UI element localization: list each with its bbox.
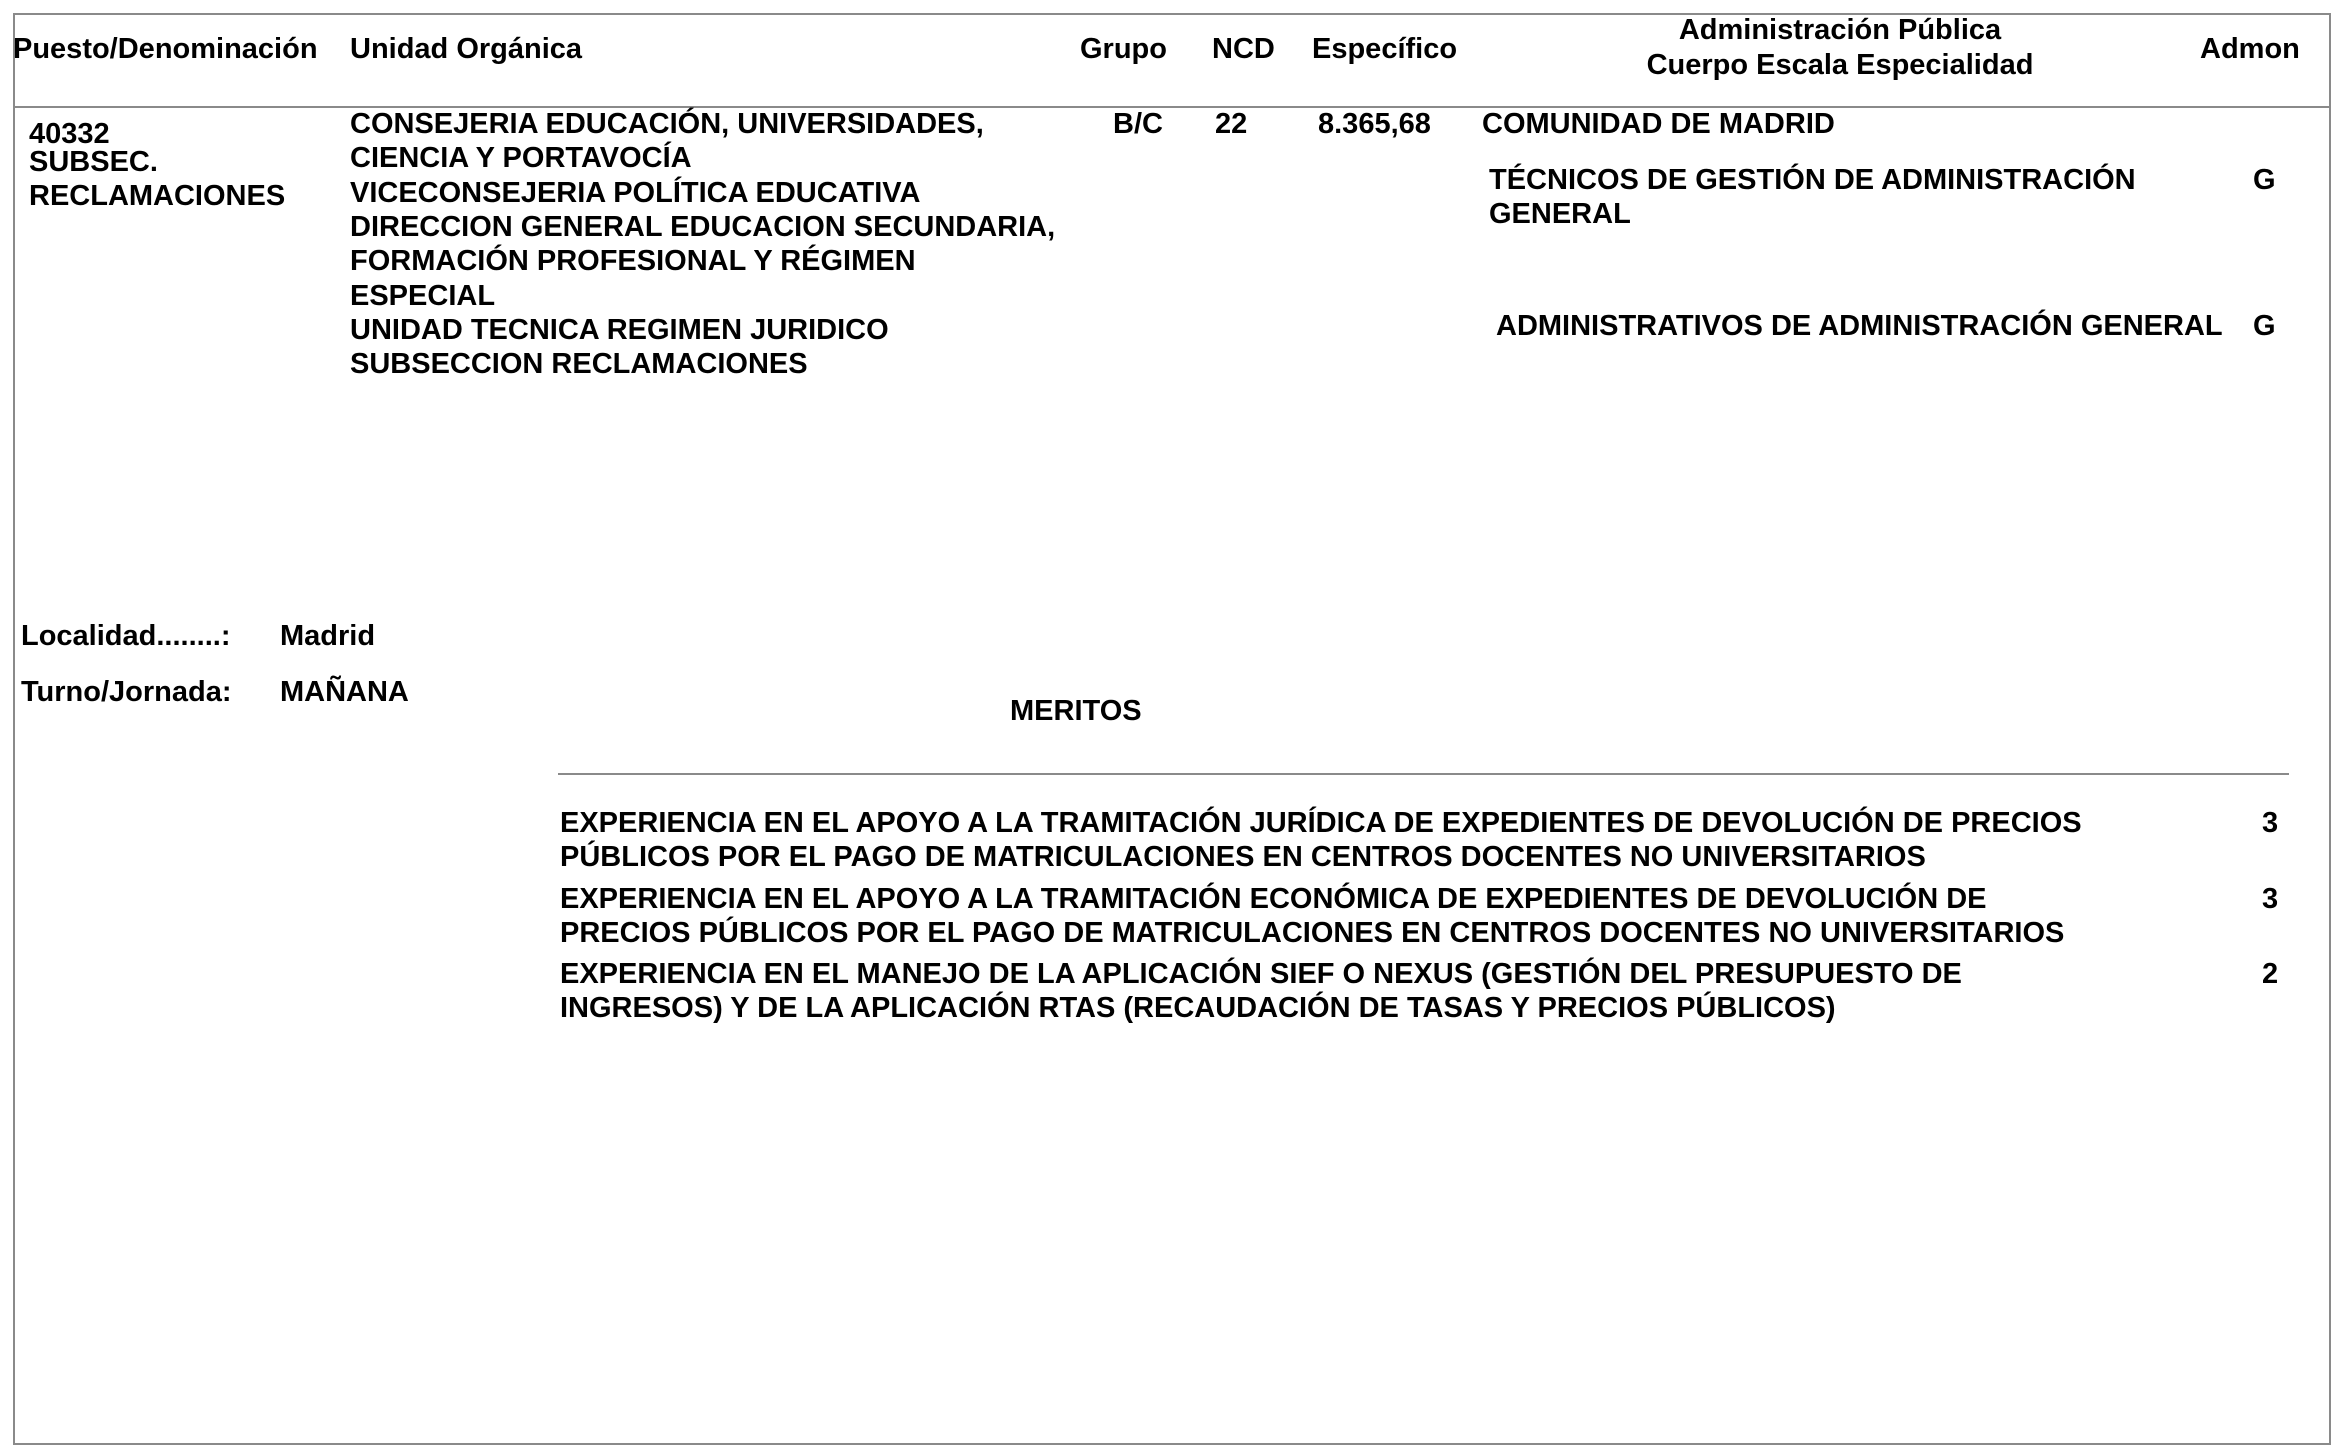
header-ncd: NCD: [1212, 33, 1275, 65]
unidad-line: FORMACIÓN PROFESIONAL Y RÉGIMEN: [350, 245, 916, 277]
administracion-value: COMUNIDAD DE MADRID: [1482, 108, 1835, 140]
puesto-denominacion-1: SUBSEC.: [29, 146, 158, 178]
localidad-value: Madrid: [280, 620, 376, 652]
merito-line: INGRESOS) Y DE LA APLICACIÓN RTAS (RECAUDACIÓN DE TASAS Y PRECIOS PÚBLICOS): [560, 992, 1836, 1024]
merito-points: 3: [2262, 807, 2279, 839]
merito-line: EXPERIENCIA EN EL APOYO A LA TRAMITACIÓN JURÍDICA DE EXPEDIENTES DE DEVOLUCIÓN DE PRECIOS: [560, 807, 2082, 839]
merito-line: EXPERIENCIA EN EL MANEJO DE LA APLICACIÓN SIEF O NEXUS (GESTIÓN DEL PRESUPUESTO DE: [560, 958, 1962, 990]
cuerpo-admon: G: [2253, 164, 2276, 196]
merito-points: 2: [2262, 958, 2279, 990]
cuerpo-admon: G: [2253, 310, 2276, 342]
header-puesto: Puesto/Denominación: [13, 33, 318, 65]
header-unidad: Unidad Orgánica: [350, 33, 583, 65]
unidad-line: UNIDAD TECNICA REGIMEN JURIDICO: [350, 314, 889, 346]
turno-label: Turno/Jornada:: [21, 676, 232, 708]
unidad-line: ESPECIAL: [350, 280, 496, 312]
merito-line: EXPERIENCIA EN EL APOYO A LA TRAMITACIÓN ECONÓMICA DE EXPEDIENTES DE DEVOLUCIÓN DE: [560, 883, 1987, 915]
grupo-value: B/C: [1113, 108, 1163, 140]
unidad-line: DIRECCION GENERAL EDUCACION SECUNDARIA,: [350, 211, 1056, 243]
cuerpo-line: TÉCNICOS DE GESTIÓN DE ADMINISTRACIÓN: [1489, 164, 2136, 196]
unidad-line: CIENCIA Y PORTAVOCÍA: [350, 142, 692, 174]
puesto-codigo: 40332: [29, 118, 110, 150]
ncd-value: 22: [1215, 108, 1248, 140]
merito-points: 3: [2262, 883, 2279, 915]
header-cuerpo-escala: Cuerpo Escala Especialidad: [1646, 49, 2034, 81]
merito-line: PÚBLICOS POR EL PAGO DE MATRICULACIONES EN CENTROS DOCENTES NO UNIVERSITARIOS: [560, 841, 1926, 873]
puesto-denominacion-2: RECLAMACIONES: [29, 180, 286, 212]
header-admin-publica: Administración Pública: [1678, 14, 2002, 46]
cuerpo-line: ADMINISTRATIVOS DE ADMINISTRACIÓN GENERAL: [1496, 310, 2223, 342]
unidad-line: SUBSECCION RECLAMACIONES: [350, 348, 808, 380]
unidad-line: CONSEJERIA EDUCACIÓN, UNIVERSIDADES,: [350, 108, 984, 140]
header-grupo: Grupo: [1080, 33, 1167, 65]
especifico-value: 8.365,68: [1318, 108, 1431, 140]
unidad-line: VICECONSEJERIA POLÍTICA EDUCATIVA: [350, 177, 921, 209]
turno-value: MAÑANA: [280, 676, 409, 708]
header-especifico: Específico: [1312, 33, 1458, 65]
cuerpo-line: GENERAL: [1489, 198, 1631, 230]
localidad-label: Localidad........:: [21, 620, 231, 652]
meritos-title: MERITOS: [1010, 695, 1142, 727]
merito-line: PRECIOS PÚBLICOS POR EL PAGO DE MATRICULACIONES EN CENTROS DOCENTES NO UNIVERSITARIOS: [560, 917, 2065, 949]
meritos-divider: [558, 773, 2289, 775]
header-admon: Admon: [2200, 33, 2300, 65]
